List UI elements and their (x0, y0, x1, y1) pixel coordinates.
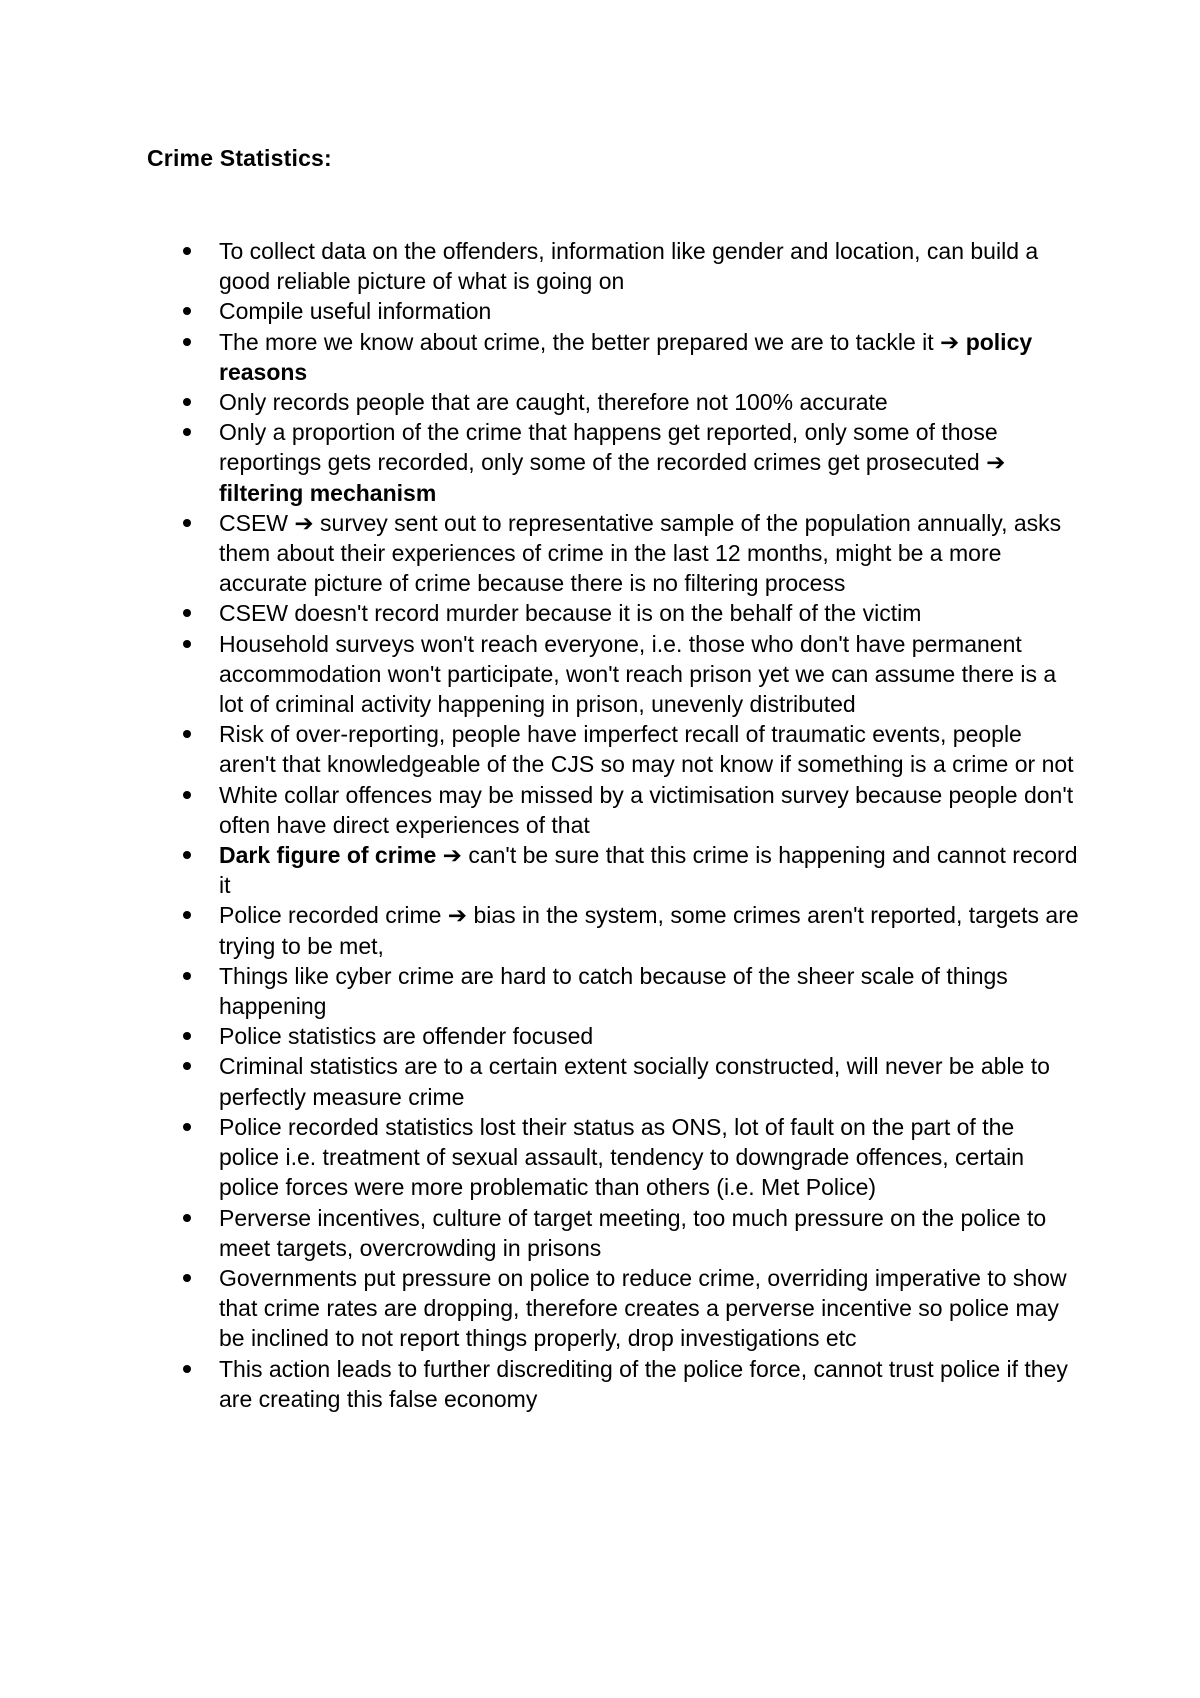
document-title: Crime Statistics: (147, 145, 332, 171)
bullet-item (219, 1051, 1079, 1111)
bullet-item (219, 900, 1079, 960)
bullet-text: Household surveys won't reach everyone, i.e. those who don't have permanent accommodation won't participate, won't reach prison yet we can assume there is a lot of criminal activity happening in prison, unevenly distributed (219, 630, 1057, 718)
bullet-dot-icon (183, 1062, 191, 1070)
bullet-text: CSEW doesn't record murder because it is on the behalf of the victim (219, 600, 922, 627)
bullet-item (219, 417, 1079, 508)
bullet-dot-icon (183, 1214, 191, 1222)
bullet-text: ➔ can't be sure that this crime is happening and cannot record it (219, 842, 1078, 899)
bullet-text: Compile useful information (219, 298, 492, 325)
bullet-item (219, 508, 1079, 599)
bullet-dot-icon (183, 609, 191, 617)
bullet-text: The more we know about crime, the better prepared we are to tackle it ➔ (219, 328, 966, 355)
bullet-item (219, 629, 1079, 720)
bullet-dot-icon (183, 640, 191, 648)
bullet-dot-icon (183, 338, 191, 346)
bullet-text: CSEW ➔ survey sent out to representative sample of the population annually, asks them about their experiences of crime in the last 12 months, might be a more accurate picture of crime because there is no filtering process (219, 509, 1062, 597)
bullet-text: Perverse incentives, culture of target meeting, too much pressure on the police to meet targets, overcrowding in prisons (219, 1204, 1047, 1261)
bullet-dot-icon (183, 247, 191, 255)
bullet-item (219, 598, 1079, 628)
bullet-item (219, 1203, 1079, 1263)
bullet-text: To collect data on the offenders, information like gender and location, can build a good reliable picture of what is going on (219, 238, 1039, 295)
bullet-dot-icon (183, 911, 191, 919)
bullet-item (219, 1354, 1079, 1414)
bullet-text: Police recorded crime ➔ bias in the system, some crimes aren't reported, targets are trying to be met, (219, 902, 1079, 959)
bullet-text: Police statistics are offender focused (219, 1023, 594, 1050)
bullet-text-bold: policy reasons (219, 328, 1033, 385)
bullet-item (219, 961, 1079, 1021)
bullet-dot-icon (183, 1274, 191, 1282)
bullet-text: Things like cyber crime are hard to catch because of the sheer scale of things happening (219, 962, 1008, 1020)
bullet-text: This action leads to further discrediting of the police force, cannot trust police if they are creating this false economy (219, 1355, 1068, 1412)
bullet-item (219, 1021, 1079, 1051)
bullet-dot-icon (183, 519, 191, 527)
bullet-dot-icon (183, 398, 191, 406)
bullet-dot-icon (183, 1032, 191, 1040)
bullet-item (219, 296, 1079, 326)
bullet-dot-icon (183, 428, 191, 436)
bullet-dot-icon (183, 1123, 191, 1131)
bullet-text: Police recorded statistics lost their status as ONS, lot of fault on the part of the police i.e. treatment of sexual assault, tendency to downgrade offences, certain police forces were more problematic than others (i.e. Met Police) (219, 1113, 1025, 1201)
bullet-item (219, 236, 1079, 296)
bullet-text-bold: Dark figure of crime (219, 842, 437, 869)
bullet-dot-icon (183, 1365, 191, 1373)
bullet-dot-icon (183, 730, 191, 738)
bullet-dot-icon (183, 851, 191, 859)
bullet-text-bold: filtering mechanism (219, 479, 437, 506)
bullet-item (219, 1112, 1079, 1203)
bullet-text: Risk of over-reporting, people have imperfect recall of traumatic events, people aren't that knowledgeable of the CJS so may not know if something is a crime or not (219, 721, 1074, 778)
bullet-list (219, 236, 1079, 1414)
bullet-item (219, 1263, 1079, 1354)
bullet-item (219, 387, 1079, 417)
bullet-text: Only records people that are caught, therefore not 100% accurate (219, 389, 888, 416)
bullet-text: Criminal statistics are to a certain extent socially constructed, will never be able to perfectly measure crime (219, 1053, 1050, 1110)
bullet-item (219, 327, 1079, 387)
bullet-dot-icon (183, 307, 191, 315)
bullet-text: White collar offences may be missed by a victimisation survey because people don't often have direct experiences of that (219, 781, 1074, 838)
bullet-dot-icon (183, 972, 191, 980)
bullet-item (219, 780, 1079, 840)
bullet-text: Only a proportion of the crime that happens get reported, only some of those reportings gets recorded, only some of the recorded crimes get prosecuted ➔ (219, 419, 1006, 476)
bullet-item (219, 840, 1079, 900)
bullet-dot-icon (183, 791, 191, 799)
bullet-text: Governments put pressure on police to reduce crime, overriding imperative to show that crime rates are dropping, therefore creates a perverse incentive so police may be inclined to not report things properly, drop investigations etc (219, 1264, 1067, 1352)
bullet-item (219, 719, 1079, 779)
